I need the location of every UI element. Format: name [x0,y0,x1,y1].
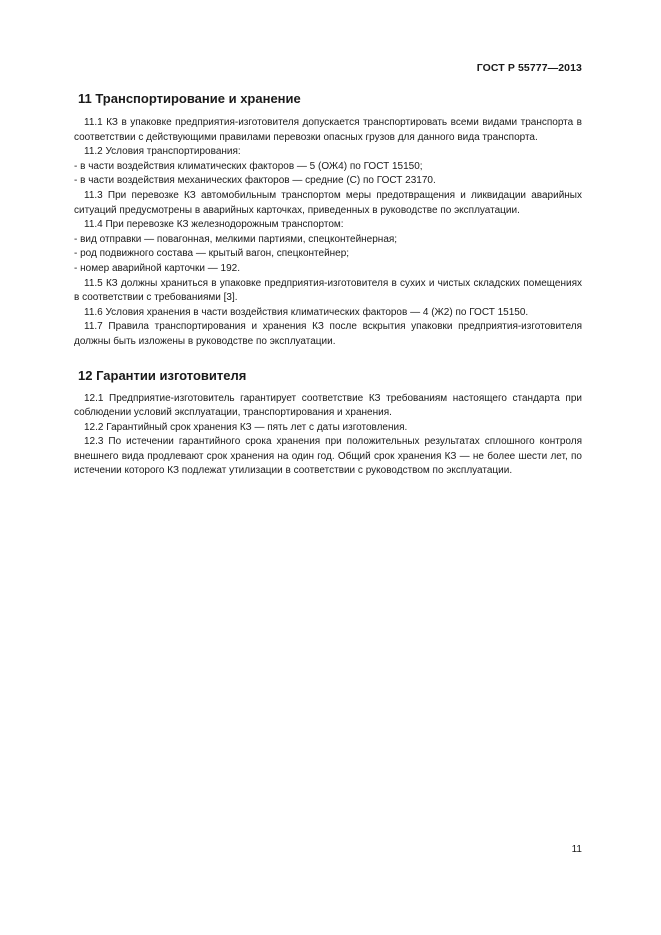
list-item: - род подвижного состава — крытый вагон, спецконтейнер; [74,248,350,260]
paragraph: 12.3 По истечении гарантийного срока хранения при положительных результатах сплошного контроля внешнего вида продлевают срок хранения на один год. Общий срок хранения КЗ — не более шести лет, по истечении которого КЗ подлежат утилизации в соответствии с руководством по эксплуатации. [74,436,582,477]
paragraph: 11.3 При перевозке КЗ автомобильным транспортом меры предотвращения и ликвидации аварийных ситуаций предусмотрены в аварийных карточках, приведенных в руководстве по эксплуатации. [74,189,582,216]
section-transport-storage [74,90,582,350]
page-number: 11 [571,844,582,855]
list-item: - номер аварийной карточки — 192. [74,262,240,274]
document-code: ГОСТ Р 55777—2013 [476,62,582,74]
paragraph: 11.7 Правила транспортирования и хранения КЗ после вскрытия упаковки предприятия-изготовителя должны быть изложены в руководстве по эксплуатации. [74,321,582,347]
paragraph: 11.6 Условия хранения в части воздействия климатических факторов — 4 (Ж2) по ГОСТ 15150. [84,306,529,318]
list-item: - в части воздействия климатических факторов — 5 (ОЖ4) по ГОСТ 15150; [74,160,423,172]
paragraph: 11.5 КЗ должны храниться в упаковке предприятия-изготовителя в сухих и чистых складских помещениях в соответствии с требованиями [3]. [74,277,582,304]
list-item: - вид отправки — повагонная, мелкими партиями, спецконтейнерная; [74,233,398,245]
paragraph: 11.2 Условия транспортирования: [84,146,241,158]
section-heading: 11 Транспортирование и хранение [78,91,301,106]
section-heading: 12 Гарантии изготовителя [78,367,247,383]
list-item: - в части воздействия механических факторов — средние (С) по ГОСТ 23170. [74,175,436,187]
paragraph: 11.4 При перевозке КЗ железнодорожным транспортом: [84,219,344,231]
paragraph: 11.1 КЗ в упаковке предприятия-изготовителя допускается транспортировать всеми видами транспорта в соответствии с действующими правилами перевозки опасных грузов для данного вида транспорта. [74,117,582,143]
page-content [74,90,582,479]
section-manufacturer-warranty [74,367,582,480]
paragraph: 12.2 Гарантийный срок хранения КЗ — пять лет с даты изготовления. [84,421,408,433]
paragraph: 12.1 Предприятие-изготовитель гарантирует соответствие КЗ требованиям настоящего стандарта при соблюдении условий эксплуатации, транспортирования и хранения. [74,392,582,419]
